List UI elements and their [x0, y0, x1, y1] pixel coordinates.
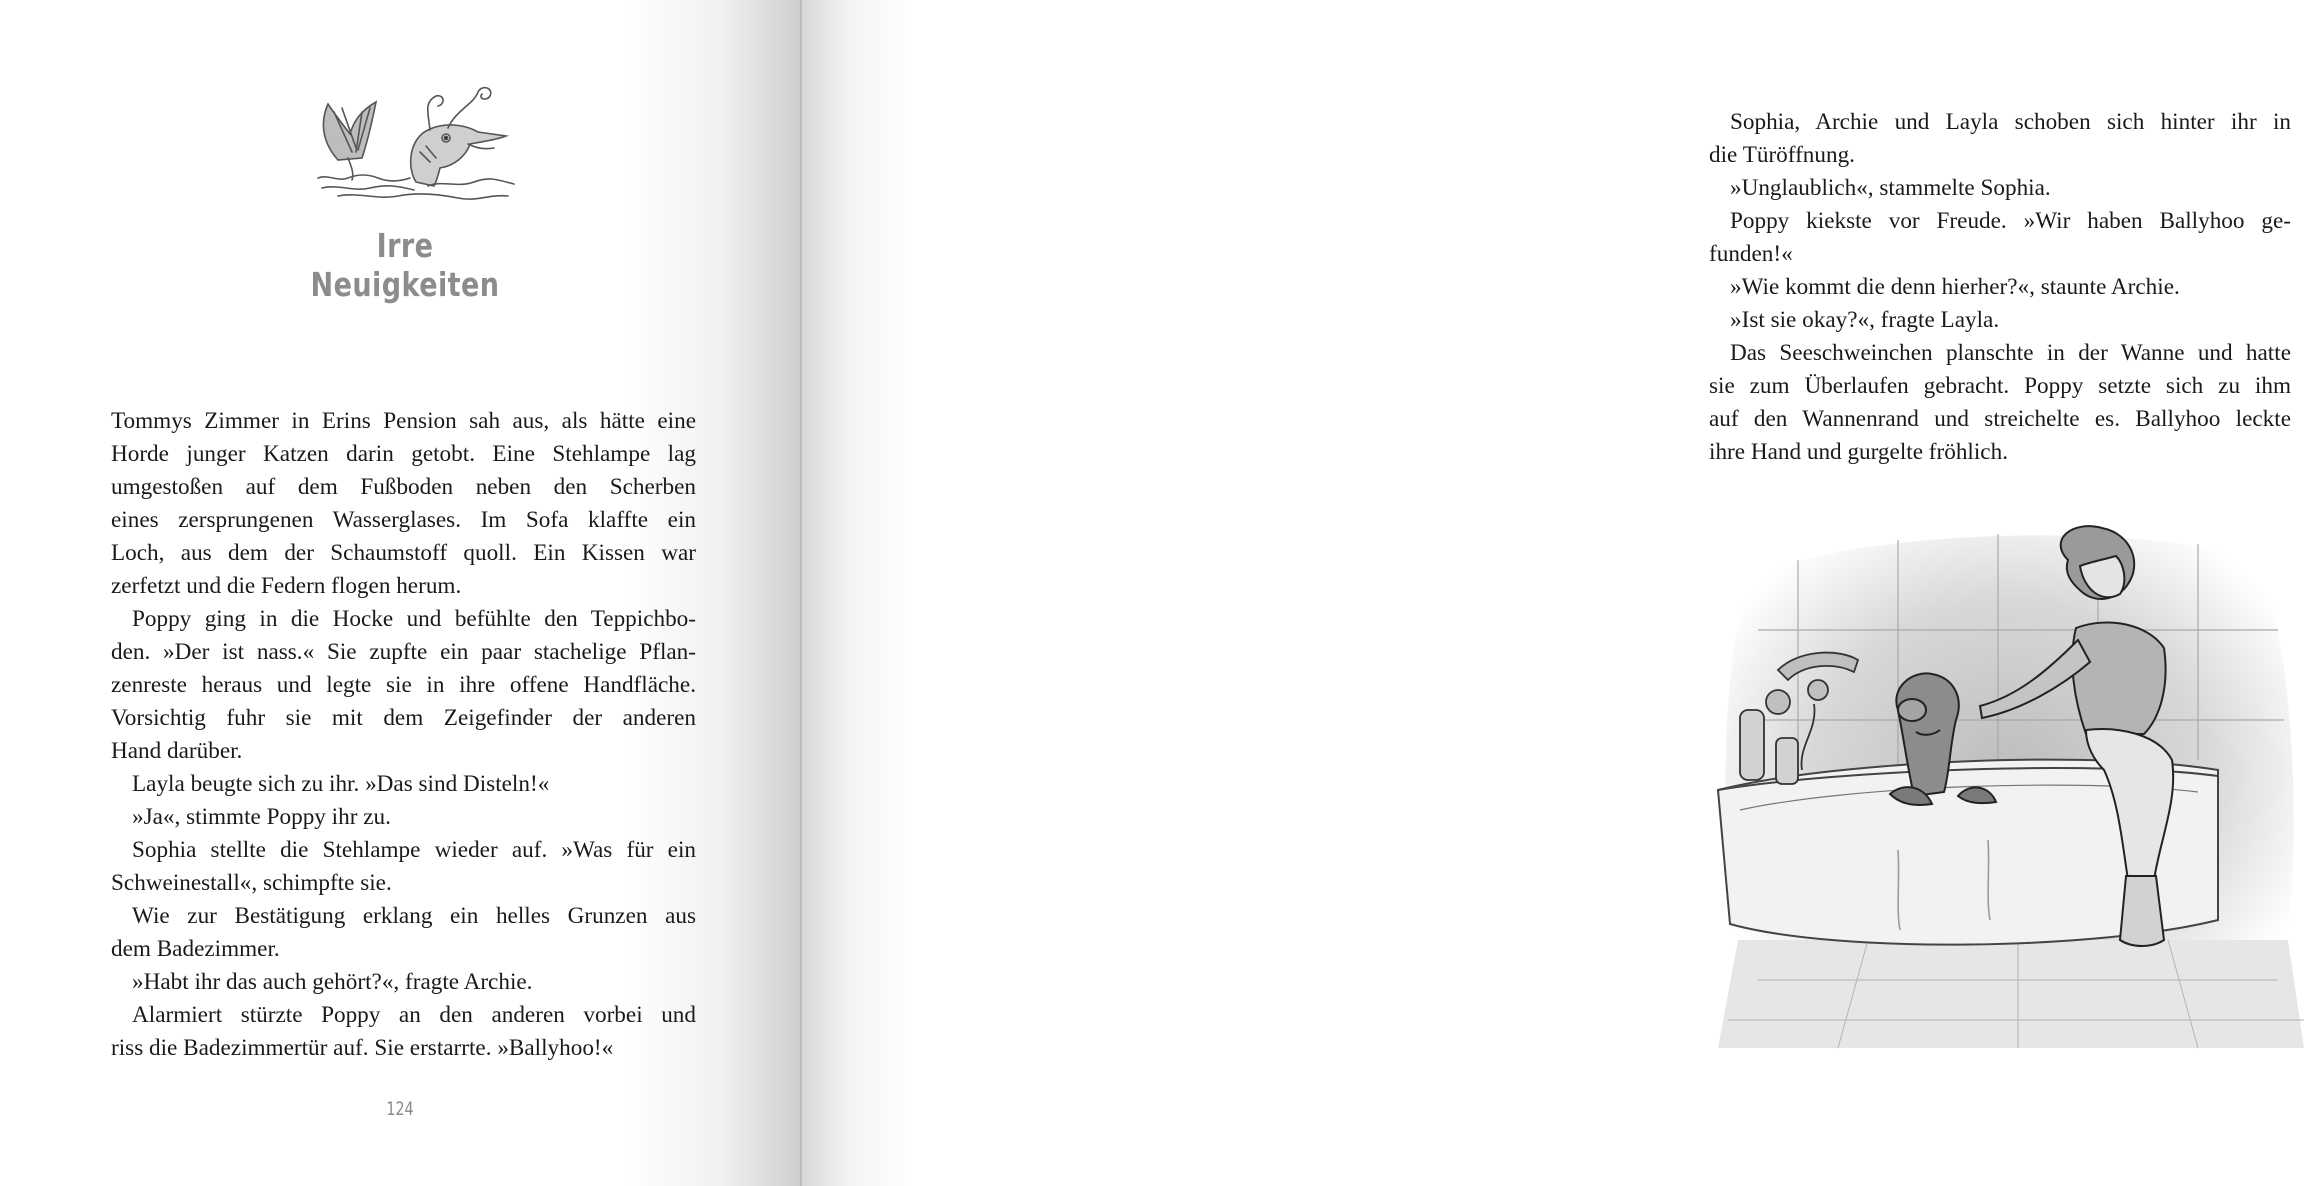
text-line: »Unglaublich«, stammelte Sophia.	[1730, 175, 2051, 201]
right-page	[802, 0, 2291, 1186]
right-page-body-text	[1709, 106, 2291, 469]
chapter-title: Irre Neuigkeiten	[310, 226, 500, 304]
text-line: Loch, aus dem der Schaumstoff quoll. Ein Kissen war	[111, 540, 696, 566]
text-line: sie zum Überlaufen gebracht. Poppy setzte sich zu ihm	[1709, 373, 2291, 399]
text-line: Wie zur Bestätigung erklang ein helles Grunzen aus	[132, 903, 696, 929]
text-line: Schweinestall«, schimpfte sie.	[111, 870, 392, 896]
text-line: Poppy ging in die Hocke und befühlte den Teppichbo-	[132, 606, 696, 632]
page-number: 124	[386, 1098, 414, 1120]
bathtub-illustration	[1718, 520, 2304, 1048]
floor	[1718, 940, 2304, 1048]
text-line: »Habt ihr das auch gehört?«, fragte Archie.	[132, 969, 533, 995]
text-line: Poppy kiekste vor Freude. »Wir haben Ballyhoo ge-	[1730, 208, 2291, 234]
text-line: zerfetzt und die Federn flogen herum.	[111, 573, 462, 599]
text-line: Alarmiert stürzte Poppy an den anderen vorbei und	[132, 1002, 696, 1028]
left-page-body-text	[111, 405, 696, 1065]
text-line: Das Seeschweinchen planschte in der Wanne und hatte	[1730, 340, 2291, 366]
text-line: riss die Badezimmertür auf. Sie erstarrte. »Ballyhoo!«	[111, 1035, 614, 1061]
text-line: auf den Wannenrand und streichelte es. Ballyhoo leckte	[1709, 406, 2291, 432]
text-line: Tommys Zimmer in Erins Pension sah aus, als hätte eine	[111, 408, 696, 434]
text-line: eines zersprungenen Wasserglases. Im Sofa klaffte ein	[111, 507, 696, 533]
text-line: »Wie kommt die denn hierher?«, staunte Archie.	[1730, 274, 2180, 300]
text-line: Layla beugte sich zu ihr. »Das sind Disteln!«	[132, 771, 550, 797]
text-line: »Ist sie okay?«, fragte Layla.	[1730, 307, 2000, 333]
text-line: ihre Hand und gurgelte fröhlich.	[1709, 439, 2008, 465]
chapter-vignette-sea-creatures	[318, 82, 514, 200]
text-line: umgestoßen auf dem Fußboden neben den Scherben	[111, 474, 696, 500]
text-line: dem Badezimmer.	[111, 936, 280, 962]
text-line: Horde junger Katzen darin getobt. Eine Stehlampe lag	[111, 441, 696, 467]
text-line: funden!«	[1709, 241, 1793, 267]
text-line: den. »Der ist nass.« Sie zupfte ein paar stachelige Pflan-	[111, 639, 696, 665]
text-line: Hand darüber.	[111, 738, 243, 764]
text-line: Vorsichtig fuhr sie mit dem Zeigefinder der anderen	[111, 705, 696, 731]
text-line: Sophia, Archie und Layla schoben sich hinter ihr in	[1730, 109, 2291, 135]
text-line: zenreste heraus und legte sie in ihre offene Handfläche.	[111, 672, 696, 698]
text-line: »Ja«, stimmte Poppy ihr zu.	[132, 804, 391, 830]
text-line: die Türöffnung.	[1709, 142, 1855, 168]
text-line: Sophia stellte die Stehlampe wieder auf. »Was für ein	[132, 837, 696, 863]
left-page	[0, 0, 800, 1186]
